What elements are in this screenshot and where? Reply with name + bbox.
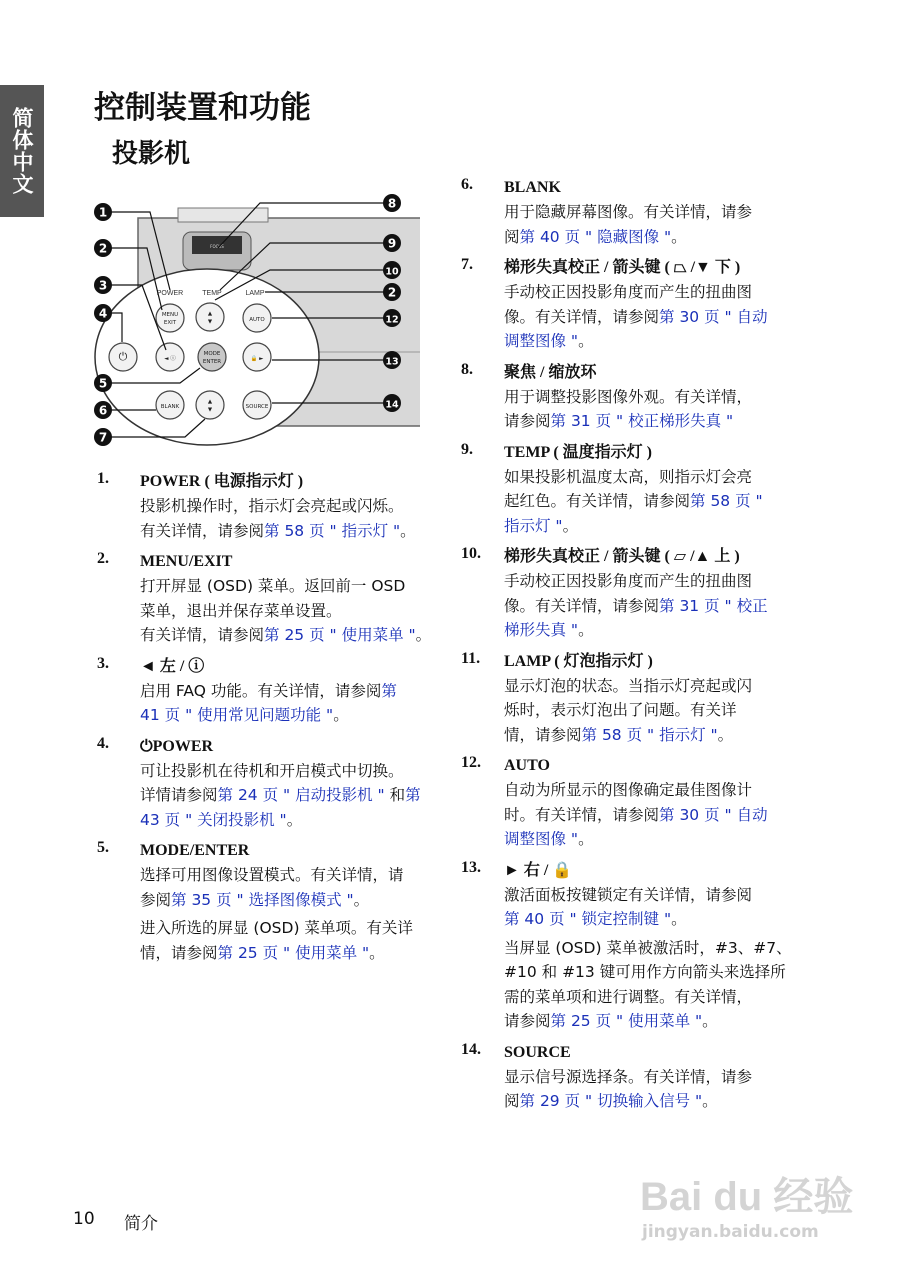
- list-item: [461, 361, 811, 434]
- callout-badge: [383, 261, 401, 279]
- item-text-line: [504, 1009, 811, 1034]
- item-text: 用于调整投影图像外观。有关详情，: [504, 387, 753, 406]
- callout-badge: [94, 239, 112, 257]
- lamp-indicator-label: LAMP: [245, 290, 265, 297]
- item-text-line: [140, 703, 447, 728]
- page-reference-link[interactable]: 41 页 " 使用常见问题功能 ": [140, 706, 334, 724]
- button-label: ⏻: [118, 350, 128, 363]
- item-text-line: [504, 960, 811, 985]
- item-text: 打开屏显 (OSD) 菜单。返回前一 OSD: [140, 577, 406, 595]
- item-text-line: [504, 465, 811, 490]
- button-label: AUTO: [249, 317, 265, 323]
- item-text-line: [504, 280, 811, 305]
- item-number: 6.: [461, 176, 473, 193]
- callout-badge: [383, 351, 401, 369]
- page-reference-link[interactable]: 第 25 页 " 使用菜单 ": [550, 1012, 703, 1030]
- item-number: 2.: [97, 550, 109, 567]
- badge-number: 10: [385, 266, 399, 278]
- item-text: 情，请参阅: [140, 943, 218, 962]
- temp-indicator-label: TEMP: [202, 290, 222, 297]
- button-label: SOURCE: [245, 404, 269, 410]
- item-number: 1.: [97, 470, 109, 487]
- list-item: [461, 441, 811, 539]
- item-text-line: [140, 679, 447, 704]
- left-help-button: [156, 343, 184, 371]
- item-text-line: [140, 941, 447, 966]
- menu-exit-button: [156, 304, 184, 332]
- item-title: TEMP ( 温度指示灯 ): [504, 443, 652, 461]
- badge-number: 13: [385, 356, 399, 368]
- page-reference-link[interactable]: 第 40 页 " 锁定控制键 ": [504, 910, 672, 928]
- item-number: 13.: [461, 858, 481, 876]
- page-reference-link[interactable]: 第 25 页 " 使用菜单 ": [264, 626, 416, 644]
- button-label: MODE: [203, 351, 221, 357]
- item-text-line: [504, 514, 811, 539]
- item-number: 12.: [461, 754, 481, 771]
- item-title: SOURCE: [504, 1043, 571, 1061]
- watermark-logo: Bai du 经验: [640, 1175, 854, 1219]
- page-reference-link[interactable]: 第: [405, 786, 421, 804]
- item-number: 4.: [97, 734, 109, 752]
- item-text: 。: [578, 332, 594, 350]
- item-text: 启用 FAQ 功能。有关详情，请参阅: [140, 681, 382, 700]
- item-text: 情，请参阅: [504, 725, 582, 744]
- power-button: [109, 343, 137, 371]
- page-reference-link[interactable]: 调整图像 ": [504, 332, 579, 350]
- item-text-line: [140, 783, 447, 808]
- item-text-line: [504, 618, 811, 643]
- item-number: 7.: [461, 256, 473, 273]
- item-title: AUTO: [504, 757, 550, 774]
- list-item: [97, 839, 447, 965]
- badge-number: 5: [98, 376, 108, 391]
- item-text: 起红色。有关详情，请参阅: [504, 492, 691, 510]
- page-reference-link[interactable]: 第 29 页 " 切换输入信号 ": [519, 1092, 703, 1110]
- callout-badge: [94, 401, 112, 419]
- item-number: 3.: [97, 654, 109, 672]
- item-text-line: [140, 759, 447, 784]
- item-text: 显示信号源选择条。有关详情，请参: [504, 1067, 753, 1086]
- item-text: 当屏显 (OSD) 菜单被激活时，#3、#7、: [504, 938, 792, 957]
- list-item: [461, 754, 811, 852]
- item-text: 可让投影机在待机和开启模式中切换。: [140, 761, 404, 780]
- callout-badge: [94, 203, 112, 221]
- list-item: [461, 1041, 811, 1114]
- item-text-line: [504, 778, 811, 803]
- button-shape: [156, 304, 184, 332]
- item-title: MENU/EXIT: [140, 553, 233, 570]
- item-title: 梯形失真校正 / 箭头键 ( ⏥ /▲ 上 ): [504, 548, 740, 565]
- item-text: 像。有关详情，请参阅: [504, 307, 660, 326]
- list-item: [97, 735, 447, 833]
- badge-number: 9: [387, 236, 397, 251]
- language-tab: 简体中文: [0, 85, 44, 217]
- item-text: 手动校正因投影角度而产生的扭曲图: [504, 572, 753, 590]
- item-text: 进入所选的屏显 (OSD) 菜单项。有关详: [140, 919, 413, 937]
- item-text: 。: [702, 1012, 718, 1030]
- callout-badge: [383, 194, 401, 212]
- item-text: 。: [353, 890, 370, 909]
- badge-number: 3: [98, 278, 108, 293]
- item-text-line: [504, 674, 811, 699]
- item-text-line: [504, 569, 811, 594]
- footer-section: 简介: [124, 1214, 158, 1234]
- list-item: [461, 545, 811, 643]
- auto-button: [243, 304, 271, 332]
- right-column: [461, 176, 811, 1121]
- item-text: 请参阅: [504, 1012, 551, 1030]
- callout-badge: [383, 283, 401, 301]
- badge-number: 4: [98, 306, 108, 321]
- item-text-line: [140, 494, 447, 519]
- item-text: 自动为所显示的图像确定最佳图像计: [504, 781, 753, 799]
- page-reference-link[interactable]: 第 31 页 " 校正梯形失真 ": [550, 412, 734, 430]
- item-text: 时。有关详情，请参阅: [504, 805, 660, 824]
- power-indicator-label: POWER: [156, 290, 184, 297]
- item-number: 9.: [461, 440, 473, 458]
- blank-button: [156, 391, 184, 419]
- callout-badge: [383, 394, 401, 412]
- badge-number: 8: [387, 196, 397, 211]
- item-text: 。: [578, 830, 594, 848]
- button-shape: [196, 303, 224, 331]
- item-text-line: [504, 936, 811, 961]
- item-text-line: [504, 225, 811, 250]
- callout-badge: [94, 428, 112, 446]
- item-text-line: [504, 803, 811, 828]
- item-text: 请参阅: [504, 412, 551, 430]
- page-number: 10: [73, 1209, 95, 1229]
- source-button: [243, 391, 271, 419]
- item-number: 11.: [461, 649, 481, 667]
- page-reference-link[interactable]: 第 58 页 " 指示灯 ": [581, 725, 718, 744]
- item-text-line: [504, 1065, 811, 1090]
- badge-number: 2: [387, 285, 397, 300]
- item-text: 。: [333, 706, 349, 724]
- item-text-line: [140, 863, 447, 888]
- baidu-watermark: [640, 1165, 853, 1242]
- item-text-line: [140, 888, 447, 913]
- item-title: ⏻POWER: [140, 737, 214, 755]
- item-text: 用于隐藏屏幕图像。有关详情，请参: [504, 203, 753, 221]
- item-text: 菜单，退出并保存菜单设置。: [140, 601, 342, 620]
- page-reference-link[interactable]: 调整图像 ": [504, 830, 579, 848]
- button-shape: [198, 343, 226, 371]
- page-reference-link[interactable]: 第: [381, 681, 397, 700]
- item-number: 14.: [461, 1040, 481, 1058]
- list-item: [461, 256, 811, 354]
- item-text: 像。有关详情，请参阅: [504, 596, 660, 615]
- item-text: 需的菜单项和进行调整。有关详情，: [504, 987, 753, 1006]
- item-text: 选择可用图像设置模式。有关详情，请: [140, 866, 404, 884]
- item-text: 如果投影机温度太高，则指示灯会亮: [504, 467, 753, 486]
- projector-top-edge: [178, 208, 268, 222]
- item-text: 。: [369, 943, 385, 962]
- button-label: EXIT: [163, 320, 177, 326]
- item-text-line: [504, 827, 811, 852]
- item-text: 有关详情，请参阅: [140, 626, 265, 644]
- item-text-line: [504, 489, 811, 514]
- item-text: 参阅: [140, 890, 172, 909]
- watermark-url: jingyan.baidu.com: [642, 1222, 819, 1242]
- item-text-line: [140, 808, 447, 833]
- keystone-up-button: [196, 303, 224, 331]
- badge-number: 2: [98, 241, 108, 256]
- item-title: LAMP ( 灯泡指示灯 ): [504, 652, 653, 670]
- section-title: 投影机: [112, 139, 191, 169]
- mode-enter-button: [198, 343, 226, 371]
- item-text: 。: [562, 516, 579, 535]
- button-label: ◄ ⓘ: [164, 356, 176, 362]
- badge-number: 12: [385, 314, 399, 326]
- item-text-line: [504, 329, 811, 354]
- badge-number: 14: [385, 399, 399, 411]
- page-reference-link[interactable]: 43 页 " 关闭投影机 ": [140, 810, 287, 829]
- item-text: 手动校正因投影角度而产生的扭曲图: [504, 283, 753, 301]
- keystone-down-button: [196, 391, 224, 419]
- callout-badge: [94, 276, 112, 294]
- item-text-line: [504, 907, 811, 932]
- item-text: 。: [717, 725, 734, 744]
- button-label: ▼: [207, 319, 213, 325]
- item-text-line: [140, 623, 447, 648]
- item-title: 聚焦 / 缩放环: [504, 363, 597, 381]
- item-text: 阅: [504, 1092, 520, 1110]
- page-reference-link[interactable]: 第 58 页 ": [690, 492, 763, 510]
- item-text: 有关详情，请参阅: [140, 521, 265, 540]
- item-text: 。: [415, 626, 432, 644]
- item-text: 详情请参阅: [140, 786, 218, 804]
- page-reference-link[interactable]: 第 30 页 " 自动: [659, 805, 768, 824]
- item-text: 。: [671, 910, 687, 928]
- item-text-line: [504, 985, 811, 1010]
- item-title: BLANK: [504, 179, 561, 196]
- item-text-line: [504, 1089, 811, 1114]
- item-text: 烁时，表示灯泡出了问题。有关详: [504, 701, 737, 719]
- callout-badge: [383, 234, 401, 252]
- item-text: 。: [286, 810, 303, 829]
- item-text-line: [140, 574, 447, 599]
- item-text-line: [504, 698, 811, 723]
- item-text-line: [504, 305, 811, 330]
- item-title: MODE/ENTER: [140, 842, 250, 859]
- button-label: ▼: [207, 407, 213, 413]
- item-number: 8.: [461, 360, 473, 378]
- list-item: [461, 859, 811, 1034]
- item-number: 5.: [97, 839, 109, 856]
- item-text: 。: [671, 227, 687, 246]
- item-number: 10.: [461, 545, 481, 562]
- item-text-line: [140, 519, 447, 544]
- button-label: MENU: [161, 312, 179, 318]
- page-reference-link[interactable]: 指示灯 ": [504, 516, 563, 535]
- item-text: 激活面板按键锁定有关详情，请参阅: [504, 885, 753, 904]
- page-reference-link[interactable]: 第 58 页 " 指示灯 ": [264, 521, 401, 540]
- item-text-line: [504, 409, 811, 434]
- badge-number: 1: [98, 205, 108, 220]
- item-title: 梯形失真校正 / 箭头键 ( ⏢ /▼ 下 ): [504, 259, 741, 276]
- item-text: 。: [702, 1092, 718, 1110]
- button-label: ▲: [207, 311, 213, 317]
- page-reference-link[interactable]: 第 25 页 " 使用菜单 ": [217, 943, 370, 962]
- item-text-line: [140, 599, 447, 624]
- item-text: #10 和 #13 键可用作方向箭头来选择所: [504, 963, 786, 981]
- badge-number: 6: [98, 403, 108, 418]
- item-text-line: [504, 883, 811, 908]
- callout-badge: [94, 374, 112, 392]
- item-text: 。: [400, 521, 416, 540]
- projector-control-panel-diagram: [90, 190, 420, 450]
- item-text: 。: [578, 621, 594, 639]
- item-text-line: [140, 916, 447, 941]
- list-item: [461, 650, 811, 748]
- button-label: ENTER: [202, 359, 222, 365]
- callout-badge: [94, 304, 112, 322]
- item-text-line: [504, 723, 811, 748]
- badge-number: 7: [98, 430, 108, 445]
- list-item: [97, 550, 447, 648]
- focus-label: FOCUS: [210, 244, 224, 249]
- list-item: [461, 176, 811, 249]
- page-title: 控制装置和功能: [94, 90, 311, 126]
- item-text-line: [504, 200, 811, 225]
- item-title: POWER ( 电源指示灯 ): [140, 473, 304, 490]
- button-shape: [196, 391, 224, 419]
- item-title: ► 右 / 🔒: [504, 861, 573, 879]
- page-reference-link[interactable]: 第 40 页 " 隐藏图像 ": [519, 227, 672, 246]
- lock-right-button: [243, 343, 271, 371]
- item-title: ◄ 左 / ⓘ: [140, 657, 205, 675]
- list-item: [97, 470, 447, 543]
- button-label: BLANK: [160, 404, 180, 410]
- item-text: 阅: [504, 227, 520, 246]
- button-label: ▲: [207, 399, 213, 405]
- item-text-line: [504, 385, 811, 410]
- callout-badge: [383, 309, 401, 327]
- item-text: 显示灯泡的状态。当指示灯亮起或闪: [504, 676, 753, 695]
- button-label: 🔒 ►: [250, 356, 264, 362]
- page-reference-link[interactable]: 第 31 页 " 校正: [659, 596, 768, 615]
- page-reference-link[interactable]: 第 24 页 " 启动投影机 ": [217, 786, 385, 804]
- left-column: [97, 470, 447, 972]
- item-text-line: [504, 594, 811, 619]
- list-item: [97, 655, 447, 728]
- page-reference-link[interactable]: 梯形失真 ": [504, 621, 579, 639]
- page-reference-link[interactable]: 第 30 页 " 自动: [659, 307, 768, 326]
- page-reference-link[interactable]: 第 35 页 " 选择图像模式 ": [171, 890, 354, 909]
- item-text: 和: [384, 786, 406, 804]
- item-text: 投影机操作时，指示灯会亮起或闪烁。: [140, 497, 404, 515]
